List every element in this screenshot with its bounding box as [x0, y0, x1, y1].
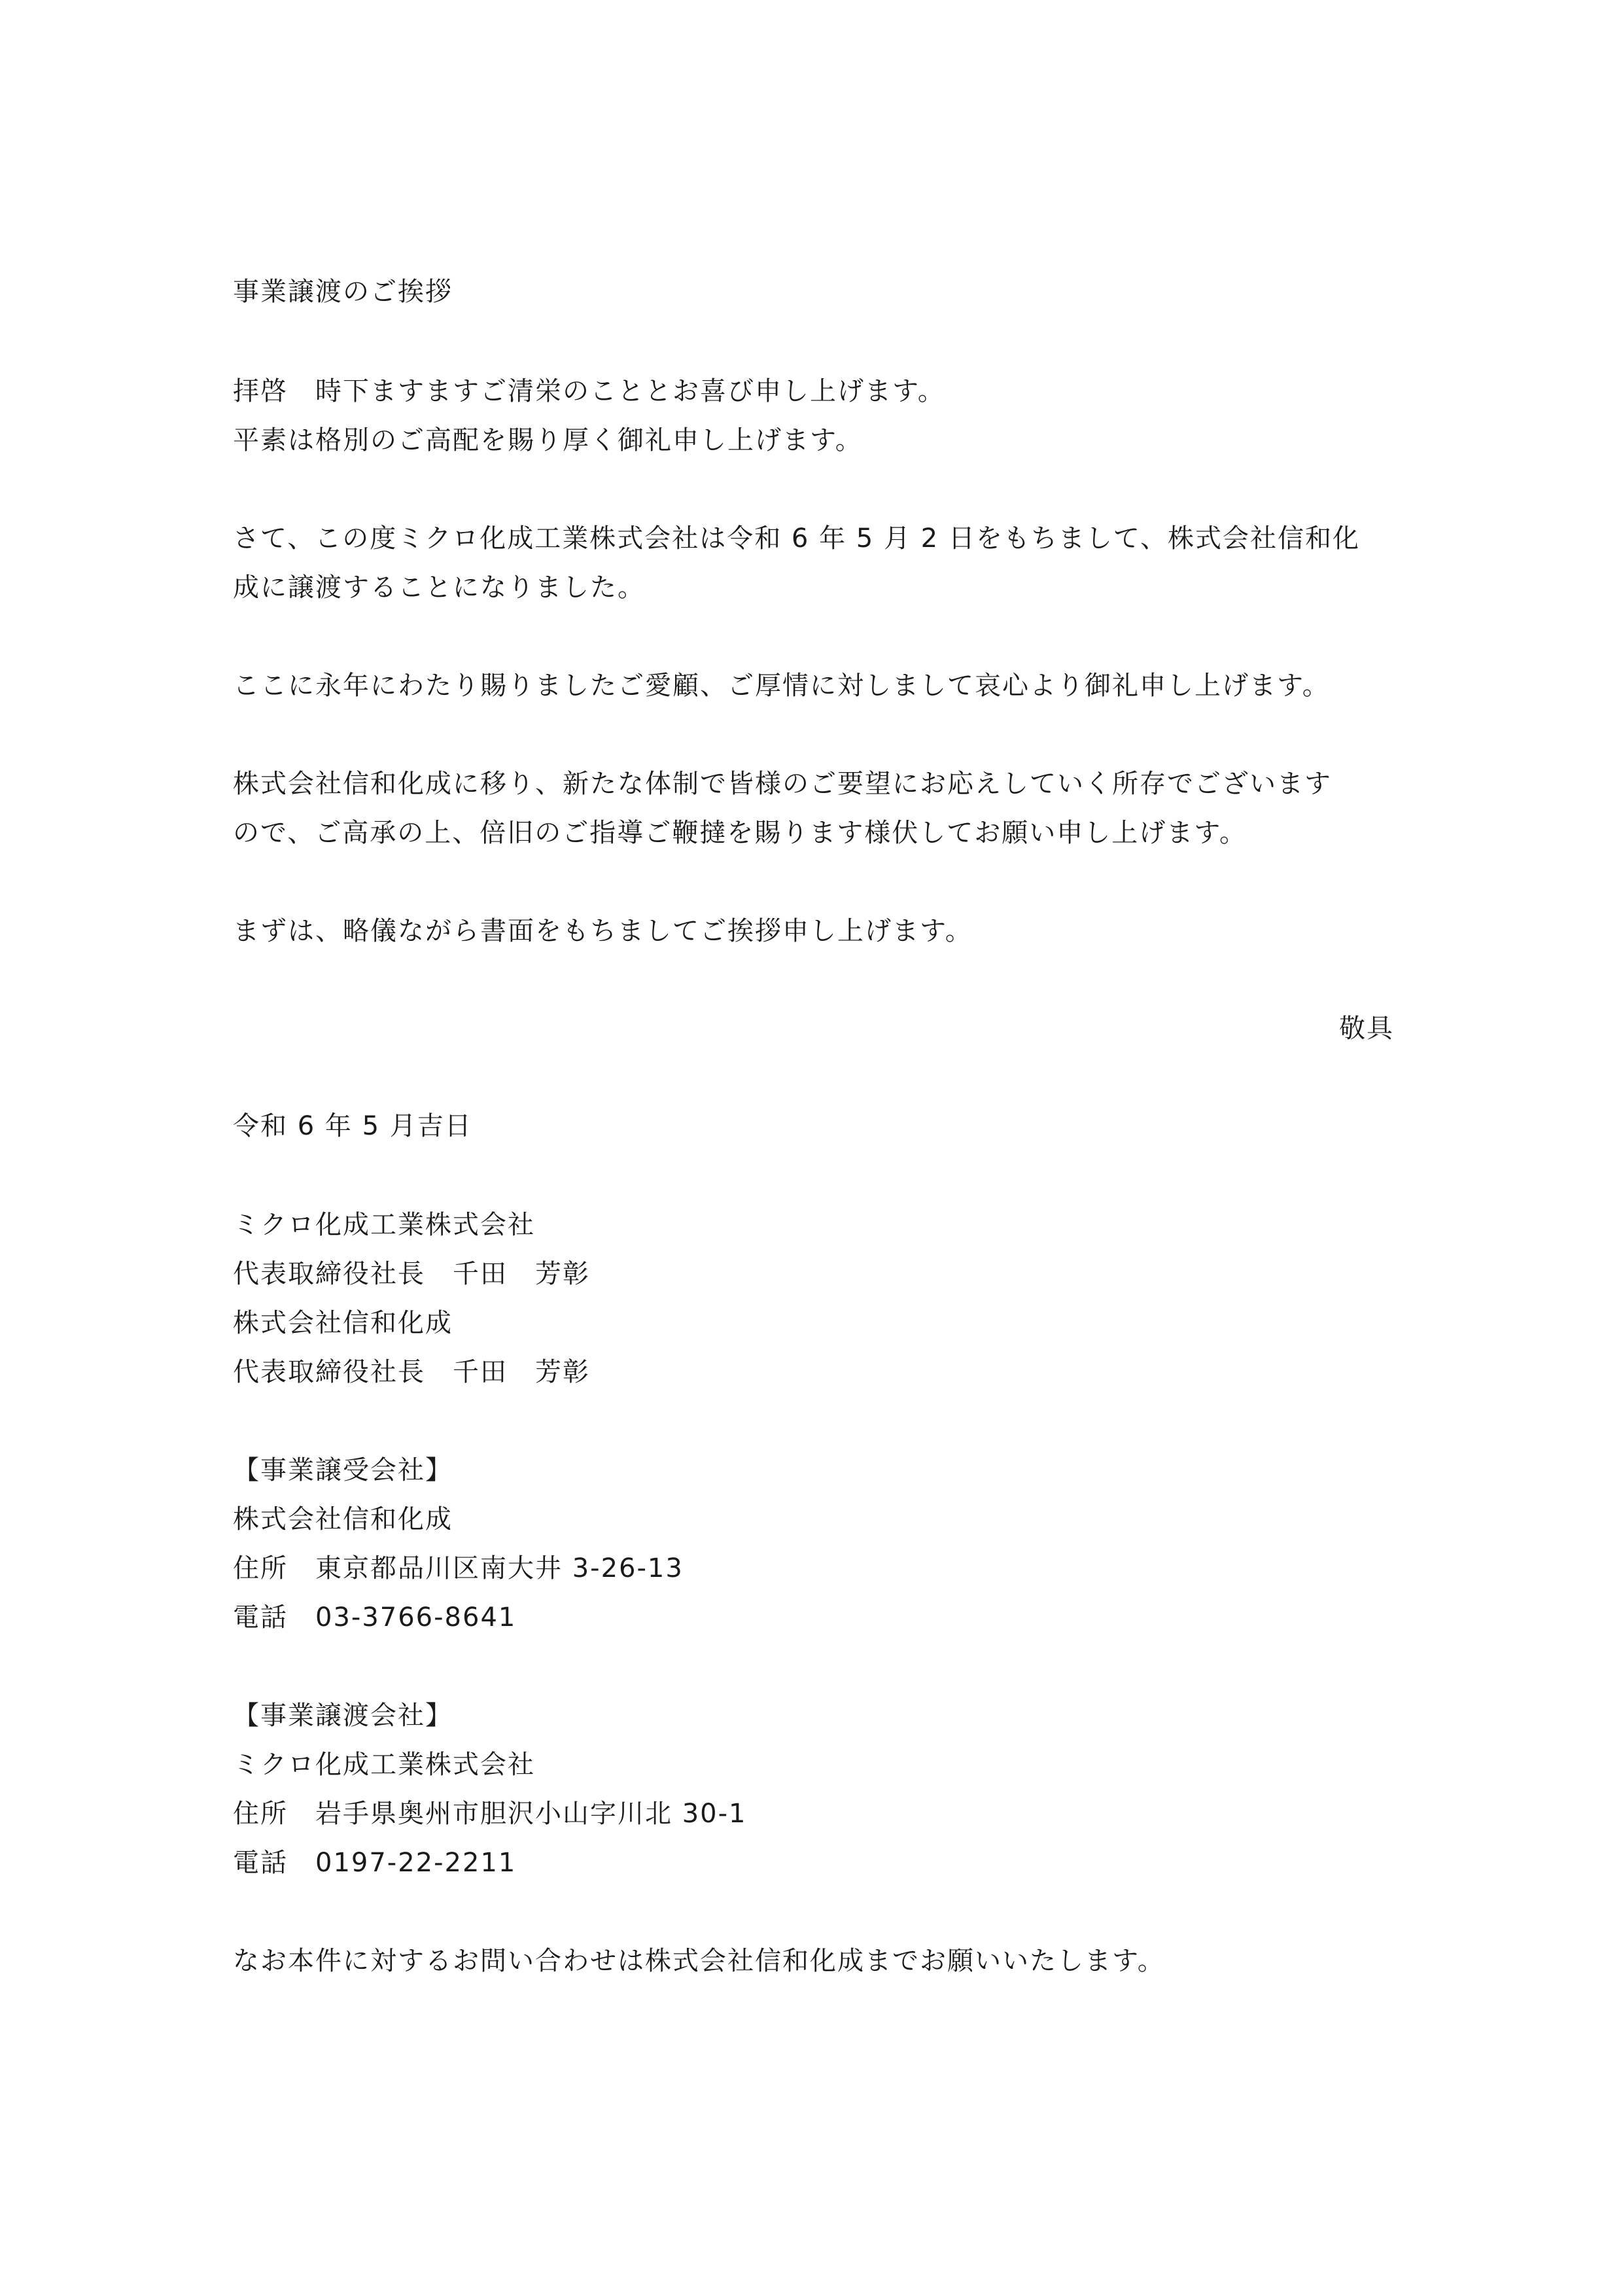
transferor-company: ミクロ化成工業株式会社 — [233, 1750, 535, 1780]
paragraph-3-line-1: 株式会社信和化成に移り、新たな体制で皆様のご要望にお応えしていく所存でございます — [233, 769, 1332, 799]
transferee-phone: 電話 03-3766-8641 — [233, 1602, 517, 1633]
paragraph-2-line-1: ここに永年にわたり賜りましたご愛顧、ご厚情に対しまして哀心より御礼申し上げます。 — [233, 671, 1330, 701]
transferor-heading: 【事業譲渡会社】 — [233, 1701, 453, 1731]
inquiry-note: なお本件に対するお問い合わせは株式会社信和化成までお願いいたします。 — [233, 1946, 1165, 1976]
transferor-address: 住所 岩手県奥州市胆沢小山字川北 30-1 — [233, 1799, 747, 1829]
signatory-company-2: 株式会社信和化成 — [233, 1308, 453, 1338]
signatory-representative-1: 代表取締役社長 千田 芳彰 — [233, 1259, 590, 1289]
paragraph-3-line-2: ので、ご高承の上、倍旧のご指導ご鞭撻を賜ります様伏してお願い申し上げます。 — [233, 818, 1247, 848]
paragraph-1-line-1: さて、この度ミクロ化成工業株式会社は令和 6 年 5 月 2 日をもちまして、株式会社信和化 — [233, 523, 1361, 554]
transferee-company: 株式会社信和化成 — [233, 1504, 453, 1534]
closing-keigu: 敬具 — [1339, 1014, 1394, 1044]
paragraph-1-line-2: 成に譲渡することになりました。 — [233, 573, 645, 603]
greeting-line-1: 拝啓 時下ますますご清栄のこととお喜び申し上げます。 — [233, 376, 945, 406]
transferor-phone: 電話 0197-22-2211 — [233, 1848, 517, 1878]
paragraph-4-line-1: まずは、略儀ながら書面をもちましてご挨拶申し上げます。 — [233, 916, 973, 946]
document-title: 事業譲渡のご挨拶 — [233, 277, 453, 307]
letter-date: 令和 6 年 5 月吉日 — [233, 1111, 472, 1141]
signatory-company-1: ミクロ化成工業株式会社 — [233, 1210, 535, 1240]
transferee-address: 住所 東京都品川区南大井 3-26-13 — [233, 1553, 684, 1583]
transferee-heading: 【事業譲受会社】 — [233, 1455, 453, 1485]
greeting-line-2: 平素は格別のご高配を賜り厚く御礼申し上げます。 — [233, 425, 863, 455]
signatory-representative-2: 代表取締役社長 千田 芳彰 — [233, 1357, 590, 1387]
